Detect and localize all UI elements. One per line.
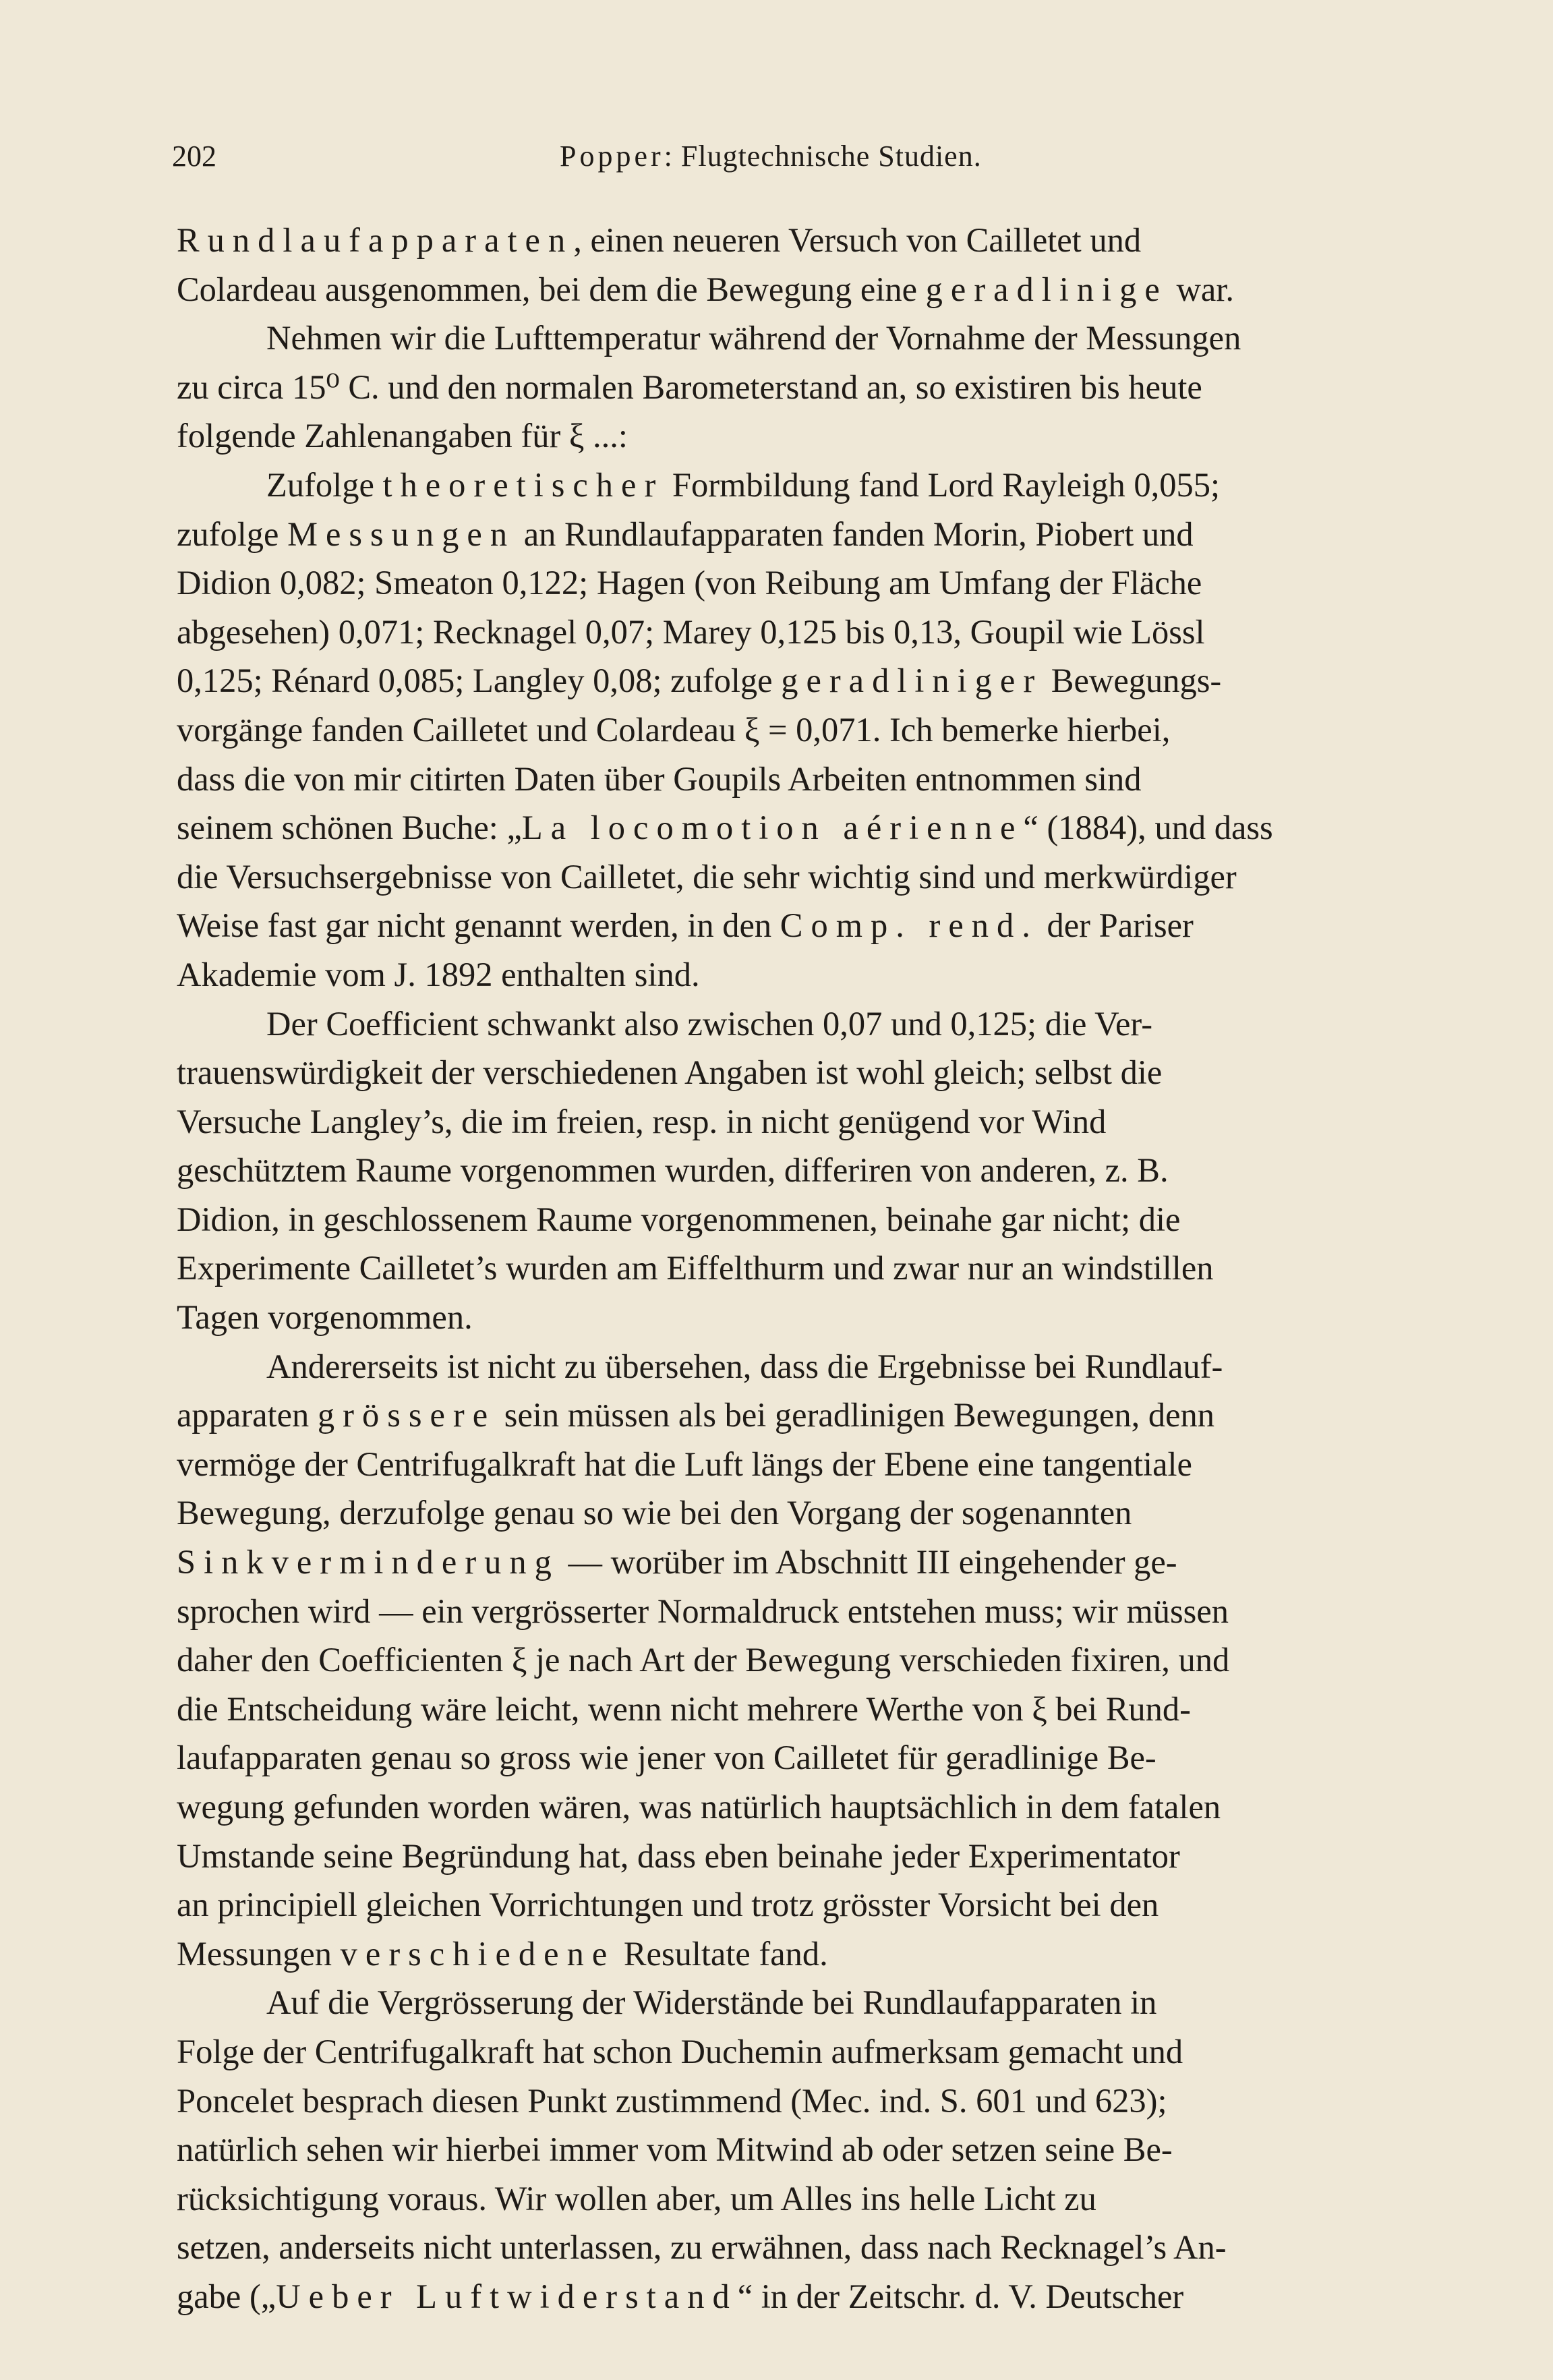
text-run: natürlich sehen wir hierbei immer vom Mitwind ab oder setzen seine Be-: [177, 2130, 1173, 2169]
text-run: Didion 0,082; Smeaton 0,122; Hagen (von Reibung am Umfang der Fläche: [177, 564, 1202, 602]
text-run: Andererseits ist nicht zu übersehen, dass die Ergebnisse bei Rundlauf-: [266, 1347, 1223, 1385]
spaced-word: Messungen: [287, 515, 516, 553]
text-run: Umstande seine Begründung hat, dass eben beinahe jeder Experimentator: [177, 1836, 1180, 1875]
text-run: “ in der Zeitschr. d. V. Deutscher: [737, 2277, 1184, 2315]
text-run: war.: [1167, 270, 1234, 308]
text-run: Resultate fand.: [615, 1934, 828, 1973]
spaced-word: theoretischer: [382, 465, 664, 504]
text-run: laufapparaten genau so gross wie jener von Cailletet für geradlinige Be-: [177, 1739, 1156, 1777]
text-run: Tagen vorgenommen.: [177, 1298, 473, 1337]
paragraph: [177, 1342, 1482, 1979]
paragraph: [177, 314, 1482, 461]
text-run: Colardeau ausgenommen, bei dem die Bewegung eine: [177, 270, 926, 308]
text-run: 0,125; Rénard 0,085; Langley 0,08; zufolge: [177, 662, 782, 700]
text-run: die Versuchsergebnisse von Cailletet, die sehr wichtig sind und merkwürdiger: [177, 857, 1237, 896]
text-run: zu circa 15⁰ C. und den normalen Barometerstand an, so existiren bis heute: [177, 368, 1202, 406]
text-run: trauenswürdigkeit der verschiedenen Angaben ist wohl gleich; selbst die: [177, 1053, 1163, 1092]
text-run: der Pariser: [1038, 906, 1194, 945]
paragraph: [177, 1978, 1482, 2321]
text-run: Poncelet besprach diesen Punkt zustimmend (Mec. ind. S. 601 und 623);: [177, 2081, 1167, 2120]
text-run: Didion, in geschlossenem Raume vorgenommenen, beinahe gar nicht; die: [177, 1200, 1181, 1238]
paragraph: [177, 216, 1482, 314]
body-text: [177, 216, 1482, 2321]
author-name: Popper: [560, 140, 664, 173]
text-run: rücksichtigung voraus. Wir wollen aber, um Alles ins helle Licht zu: [177, 2179, 1096, 2217]
paragraph: [177, 999, 1482, 1342]
text-run: sein müssen als bei geradlinigen Bewegungen, denn: [496, 1396, 1215, 1434]
text-run: Folge der Centrifugalkraft hat schon Duchemin aufmerksam gemacht und: [177, 2032, 1183, 2070]
text-run: apparaten: [177, 1396, 318, 1434]
spaced-word: Ueber Luftwiderstand: [276, 2277, 738, 2315]
spaced-word: grössere: [317, 1396, 496, 1434]
text-run: seinem schönen Buche: „: [177, 809, 522, 847]
text-run: an principiell gleichen Vorrichtungen und trotz grösster Vorsicht bei den: [177, 1886, 1159, 1924]
text-run: Auf die Vergrösserung der Widerstände bei Rundlaufapparaten in: [266, 1983, 1157, 2022]
text-run: Nehmen wir die Lufttemperatur während der Vornahme der Messungen: [266, 319, 1241, 357]
text-run: Versuche Langley’s, die im freien, resp. in nicht genügend vor Wind: [177, 1102, 1107, 1140]
text-run: Bewegung, derzufolge genau so wie bei den Vorgang der sogenannten: [177, 1494, 1132, 1532]
title-text: : Flugtechnische Studien.: [664, 140, 982, 173]
text-run: Messungen: [177, 1934, 341, 1973]
text-run: Zufolge: [266, 465, 383, 504]
text-run: , einen neueren Versuch von Cailletet und: [573, 221, 1142, 259]
spaced-word: verschiedene: [340, 1934, 616, 1973]
text-run: vorgänge fanden Cailletet und Colardeau ξ = 0,071. Ich bemerke hierbei,: [177, 710, 1171, 749]
running-title: [560, 139, 982, 173]
text-run: Experimente Cailletet’s wurden am Eiffelthurm und zwar nur an windstillen: [177, 1249, 1214, 1287]
spaced-word: La locomotion aérienne: [521, 809, 1024, 847]
text-run: daher den Coefficienten ξ je nach Art der Bewegung verschieden fixiren, und: [177, 1641, 1230, 1679]
text-run: — worüber im Abschnitt III eingehender ge-: [559, 1543, 1177, 1581]
text-run: vermöge der Centrifugalkraft hat die Luft längs der Ebene eine tangentiale: [177, 1445, 1192, 1483]
text-run: zufolge: [177, 515, 288, 553]
text-run: Weise fast gar nicht genannt werden, in den: [177, 906, 780, 945]
text-run: abgesehen) 0,071; Recknagel 0,07; Marey 0,125 bis 0,13, Goupil wie Lössl: [177, 612, 1205, 651]
paragraph: [177, 461, 1482, 999]
spaced-word: Comp. rend.: [780, 906, 1038, 945]
page-number: 202: [172, 140, 216, 173]
spaced-word: geradliniger: [781, 662, 1043, 700]
spaced-word: geradlinige: [925, 270, 1168, 308]
text-run: an Rundlaufapparaten fanden Morin, Piobert und: [515, 515, 1194, 553]
text-run: Der Coefficient schwankt also zwischen 0,07 und 0,125; die Ver-: [266, 1004, 1153, 1043]
text-run: die Entscheidung wäre leicht, wenn nicht mehrere Werthe von ξ bei Rund-: [177, 1689, 1191, 1728]
text-run: Akademie vom J. 1892 enthalten sind.: [177, 955, 700, 993]
text-run: geschütztem Raume vorgenommen wurden, differiren von anderen, z. B.: [177, 1151, 1169, 1190]
text-run: wegung gefunden worden wären, was natürlich hauptsächlich in dem fatalen: [177, 1788, 1221, 1826]
page-header: [172, 139, 1480, 179]
text-run: Formbildung fand Lord Rayleigh 0,055;: [664, 465, 1221, 504]
text-run: folgende Zahlenangaben für ξ ...:: [177, 417, 628, 455]
text-run: gabe („: [177, 2277, 276, 2315]
text-run: setzen, anderseits nicht unterlassen, zu erwähnen, dass nach Recknagel’s An-: [177, 2228, 1227, 2267]
text-run: dass die von mir citirten Daten über Goupils Arbeiten entnommen sind: [177, 759, 1142, 798]
text-run: Bewegungs-: [1043, 662, 1222, 700]
spaced-word: Rundlaufapparaten: [177, 221, 574, 259]
text-run: sprochen wird — ein vergrösserter Normaldruck entstehen muss; wir müssen: [177, 1592, 1229, 1630]
spaced-word: Sinkverminderung: [177, 1543, 560, 1581]
text-run: “ (1884), und dass: [1023, 809, 1273, 847]
